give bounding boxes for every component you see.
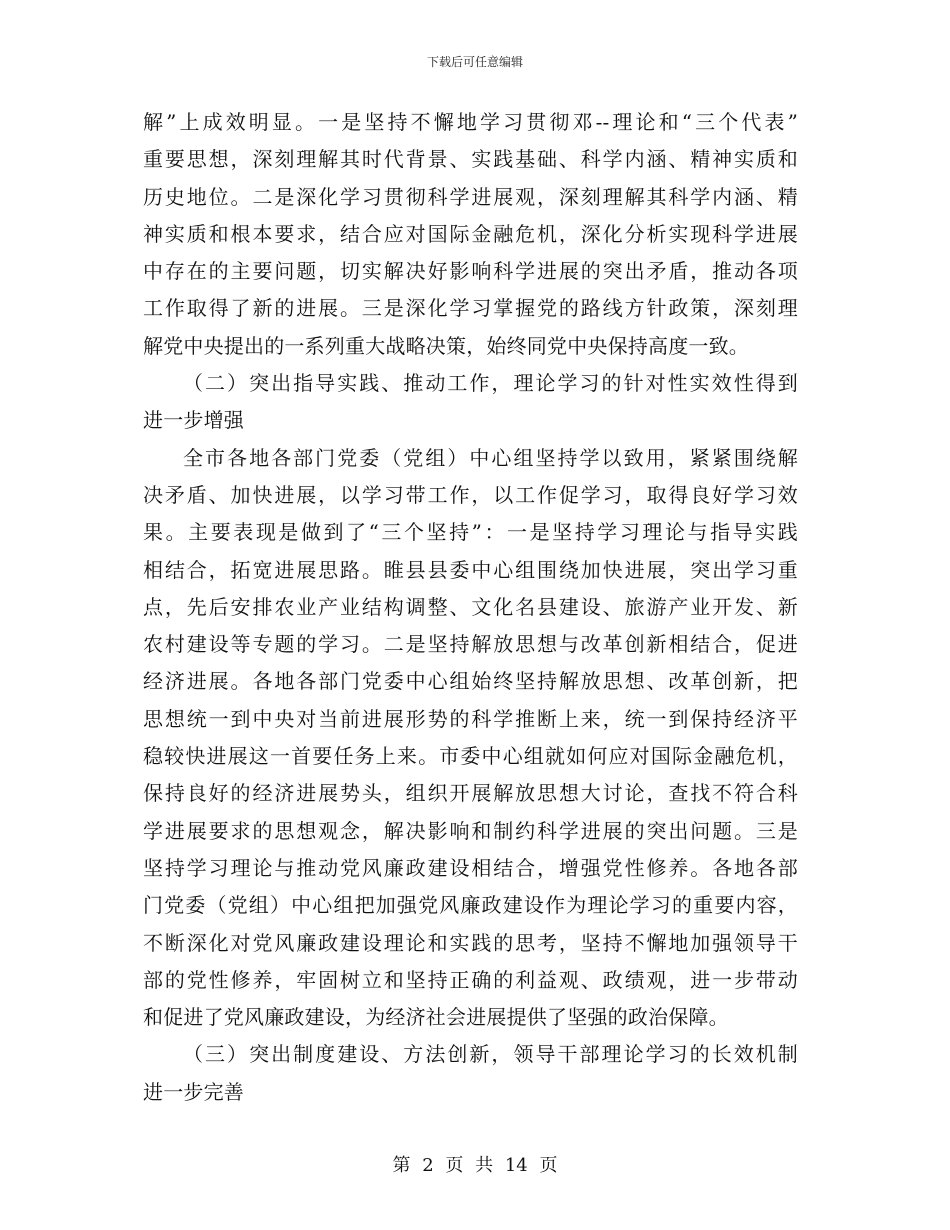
text-line: 神实质和根本要求，结合应对国际金融危机，深化分析实现科学进展 <box>143 221 798 246</box>
text-line: 决矛盾、加快进展，以学习带工作，以工作促学习，取得良好学习效 <box>143 482 798 507</box>
text-line: 学进展要求的思想观念，解决影响和制约科学进展的突出问题。三是 <box>143 818 798 843</box>
text-line: 解”上成效明显。一是坚持不懈地学习贯彻邓--理论和“三个代表” <box>143 110 798 134</box>
text-line: 重要思想，深刻理解其时代背景、实践基础、科学内涵、精神实质和 <box>143 147 798 172</box>
text-line: 思想统一到中央对当前进展形势的科学推断上来，统一到保持经济平 <box>143 706 798 731</box>
page-header: 下载后可任意编辑 <box>426 55 523 69</box>
text-line: 不断深化对党风廉政建设理论和实践的思考，坚持不懈地加强领导干 <box>143 930 798 955</box>
text-line: 经济进展。各地各部门党委中心组始终坚持解放思想、改革创新，把 <box>143 669 798 694</box>
text-line: 工作取得了新的进展。三是深化学习掌握党的路线方针政策，深刻理 <box>143 296 798 321</box>
section-heading: （二）突出指导实践、推动工作，理论学习的针对性实效性得到 <box>183 371 798 396</box>
text-line: 稳较快进展这一首要任务上来。市委中心组就如何应对国际金融危机， <box>143 744 798 769</box>
document-body <box>143 104 798 1111</box>
text-line: 坚持学习理论与推动党风廉政建设相结合，增强党性修养。各地各部 <box>143 855 798 880</box>
text-line: 中存在的主要问题，切实解决好影响科学进展的突出矛盾，推动各项 <box>143 259 798 284</box>
text-line: 相结合，拓宽进展思路。睢县县委中心组围绕加快进展，突出学习重 <box>143 557 798 582</box>
section-heading-continued: 进一步增强 <box>143 408 244 433</box>
section-heading-continued: 进一步完善 <box>143 1079 244 1104</box>
text-line: 部的党性修养，牢固树立和坚持正确的利益观、政绩观，进一步带动 <box>143 967 798 992</box>
paragraph-start: 全市各地各部门党委（党组）中心组坚持学以致用，紧紧围绕解 <box>183 445 798 470</box>
text-line: 历史地位。二是深化学习贯彻科学进展观，深刻理解其科学内涵、精 <box>143 184 798 209</box>
text-line: 门党委（党组）中心组把加强党风廉政建设作为理论学习的重要内容， <box>143 893 798 918</box>
text-line: 点，先后安排农业产业结构调整、文化名县建设、旅游产业开发、新 <box>143 594 798 619</box>
text-line: 农村建设等专题的学习。二是坚持解放思想与改革创新相结合，促进 <box>143 632 798 657</box>
text-line: 和促进了党风廉政建设，为经济社会进展提供了坚强的政治保障。 <box>143 1005 729 1030</box>
text-line: 解党中央提出的一系列重大战略决策，始终同党中央保持高度一致。 <box>143 333 749 358</box>
text-line: 保持良好的经济进展势头，组织开展解放思想大讨论，查找不符合科 <box>143 781 798 806</box>
section-heading: （三）突出制度建设、方法创新，领导干部理论学习的长效机制 <box>183 1042 798 1067</box>
text-line: 果。主要表现是做到了“三个坚持”：一是坚持学习理论与指导实践 <box>143 520 798 545</box>
page-number: 第 2 页 共 14 页 <box>392 1155 558 1176</box>
